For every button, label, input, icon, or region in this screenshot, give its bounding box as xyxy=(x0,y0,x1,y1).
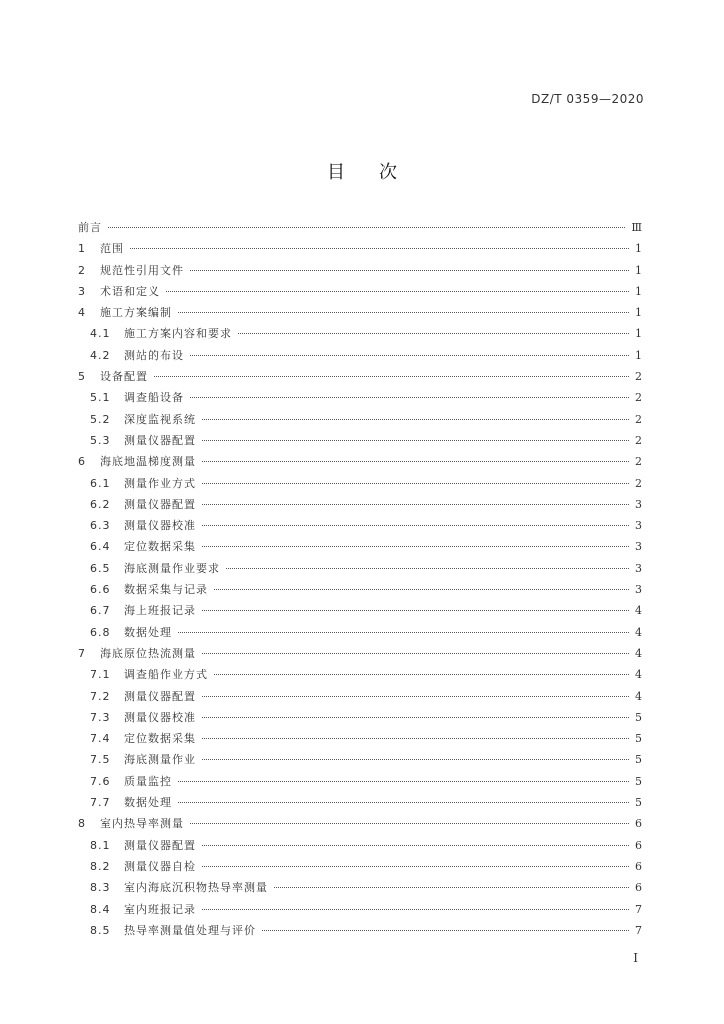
toc-leader-dots xyxy=(178,632,629,633)
toc-entry-label: 质量监控 xyxy=(124,774,172,788)
toc-leader-dots xyxy=(202,845,629,846)
toc-entry-page: 5 xyxy=(635,753,643,767)
toc-entry-number: 4.1 xyxy=(90,327,111,341)
toc-entry-label: 数据采集与记录 xyxy=(124,583,208,597)
toc-entry[interactable] xyxy=(78,751,643,772)
toc-entry-number: 7.4 xyxy=(90,732,111,746)
toc-leader-dots xyxy=(178,781,629,782)
toc-entry-label: 室内热导率测量 xyxy=(100,817,184,831)
toc-entry-number: 1 xyxy=(78,242,86,256)
toc-entry-number: 6.6 xyxy=(90,583,111,597)
toc-entry-number: 7.7 xyxy=(90,796,111,810)
toc-leader-dots xyxy=(178,312,629,313)
toc-entry-label: 调查船设备 xyxy=(124,391,184,405)
toc-title: 目次 xyxy=(327,162,431,183)
toc-entry-label: 室内班报记录 xyxy=(124,902,196,916)
toc-entry-number: 3 xyxy=(78,284,86,298)
toc-entry[interactable] xyxy=(78,858,643,879)
toc-entry-number: 7.2 xyxy=(90,689,111,703)
toc-leader-dots xyxy=(154,376,629,377)
toc-entry-page: 2 xyxy=(635,455,643,469)
toc-entry-page: 5 xyxy=(635,732,643,746)
toc-entry-label: 测量仪器配置 xyxy=(124,689,196,703)
toc-entry-label: 海上班报记录 xyxy=(124,604,196,618)
toc-entry-page: 4 xyxy=(635,646,643,660)
toc-leader-dots xyxy=(274,887,629,888)
toc-entry-page: 3 xyxy=(635,497,643,511)
toc-leader-dots xyxy=(202,696,629,697)
toc-entry-page: 3 xyxy=(635,540,643,554)
toc-entry-label: 数据处理 xyxy=(124,796,172,810)
toc-entry-number: 6.4 xyxy=(90,540,111,554)
toc-entry-label: 测量仪器配置 xyxy=(124,497,196,511)
toc-leader-dots xyxy=(202,909,629,910)
toc-entry-number: 8.3 xyxy=(90,881,111,895)
toc-entry-label: 范围 xyxy=(100,242,124,256)
toc-entry[interactable] xyxy=(78,240,643,261)
toc-leader-dots xyxy=(202,866,629,867)
toc-entry-number: 8.5 xyxy=(90,923,111,937)
toc-leader-dots xyxy=(214,674,629,675)
toc-entry-page: 2 xyxy=(635,370,643,384)
toc-leader-dots xyxy=(202,610,629,611)
toc-entry-page: 4 xyxy=(635,604,643,618)
toc-entry-page: Ⅲ xyxy=(631,221,643,234)
toc-leader-dots xyxy=(238,333,629,334)
toc-entry-label: 设备配置 xyxy=(100,370,148,384)
toc-entry-page: 5 xyxy=(635,774,643,788)
toc-entry-page: 2 xyxy=(635,391,643,405)
toc-entry[interactable] xyxy=(78,283,643,304)
toc-entry[interactable] xyxy=(78,709,643,730)
toc-entry-page: 1 xyxy=(635,348,643,362)
toc-entry-number: 2 xyxy=(78,263,86,277)
toc-entry[interactable] xyxy=(78,560,643,581)
toc-leader-dots xyxy=(202,440,629,441)
toc-entry-label: 海底测量作业要求 xyxy=(124,561,220,575)
toc-entry[interactable] xyxy=(78,389,643,410)
toc-entry-number: 4 xyxy=(78,306,86,320)
toc-entry[interactable] xyxy=(78,624,643,645)
toc-entry-number: 8.4 xyxy=(90,902,111,916)
toc-leader-dots xyxy=(178,802,629,803)
toc-leader-dots xyxy=(202,546,629,547)
toc-entry[interactable] xyxy=(78,773,643,794)
toc-entry-number: 6.3 xyxy=(90,519,111,533)
toc-entry[interactable] xyxy=(78,815,643,836)
toc-entry-label: 测量仪器校准 xyxy=(124,519,196,533)
document-code: DZ/T 0359—2020 xyxy=(531,92,644,106)
toc-entry-label: 数据处理 xyxy=(124,625,172,639)
toc-entry[interactable] xyxy=(78,901,643,922)
toc-entry-number: 6.5 xyxy=(90,561,111,575)
toc-entry[interactable] xyxy=(78,325,643,346)
toc-entry-label: 调查船作业方式 xyxy=(124,668,208,682)
toc-entry-page: 6 xyxy=(635,881,643,895)
toc-entry-page: 2 xyxy=(635,412,643,426)
toc-entry[interactable] xyxy=(78,496,643,517)
toc-entry-page: 4 xyxy=(635,668,643,682)
toc-entry[interactable] xyxy=(78,262,643,283)
toc-entry-page: 4 xyxy=(635,689,643,703)
toc-entry-number: 5.1 xyxy=(90,391,111,405)
toc-entry-page: 6 xyxy=(635,838,643,852)
toc-entry-number: 8.1 xyxy=(90,838,111,852)
toc-entry-label: 海底原位热流测量 xyxy=(100,646,196,660)
toc-entry[interactable] xyxy=(78,453,643,474)
toc-leader-dots xyxy=(130,248,629,249)
toc-leader-dots xyxy=(226,568,629,569)
toc-entry[interactable] xyxy=(78,475,643,496)
toc-leader-dots xyxy=(202,738,629,739)
toc-leader-dots xyxy=(262,930,629,931)
toc-entry-label: 施工方案编制 xyxy=(100,306,172,320)
toc-entry-number: 5.3 xyxy=(90,433,111,447)
toc-entry[interactable] xyxy=(78,922,643,943)
toc-entry-label: 术语和定义 xyxy=(100,284,160,298)
toc-entry[interactable] xyxy=(78,538,643,559)
toc-entry-number: 6.2 xyxy=(90,497,111,511)
toc-entry-label: 前言 xyxy=(78,221,102,234)
toc-entry[interactable] xyxy=(78,688,643,709)
toc-entry[interactable] xyxy=(78,666,643,687)
toc-entry-page: 3 xyxy=(635,519,643,533)
toc-entry-label: 定位数据采集 xyxy=(124,540,196,554)
toc-entry[interactable] xyxy=(78,304,643,325)
toc-entry-page: 5 xyxy=(635,710,643,724)
toc-entry-label: 测量仪器校准 xyxy=(124,710,196,724)
toc-entry-label: 海底地温梯度测量 xyxy=(100,455,196,469)
toc-entry-page: 3 xyxy=(635,583,643,597)
toc-entry-label: 热导率测量值处理与评价 xyxy=(124,923,256,937)
toc-entry-number: 6 xyxy=(78,455,86,469)
toc-entry-page: 5 xyxy=(635,796,643,810)
toc-entry-page: 1 xyxy=(635,263,643,277)
toc-entry-page: 2 xyxy=(635,433,643,447)
toc-entry-page: 1 xyxy=(635,327,643,341)
toc-entry-page: 1 xyxy=(635,306,643,320)
toc-entry-label: 施工方案内容和要求 xyxy=(124,327,232,341)
toc-entry-label: 测量仪器配置 xyxy=(124,838,196,852)
toc-entry-number: 6.1 xyxy=(90,476,111,490)
toc-entry[interactable] xyxy=(78,347,643,368)
toc-leader-dots xyxy=(166,291,629,292)
toc-entry-label: 测量作业方式 xyxy=(124,476,196,490)
toc-entry[interactable] xyxy=(78,794,643,815)
toc-leader-dots xyxy=(202,461,629,462)
toc-entry-page: 1 xyxy=(635,242,643,256)
toc-entry[interactable] xyxy=(78,432,643,453)
toc-leader-dots xyxy=(214,589,629,590)
toc-entry-label: 定位数据采集 xyxy=(124,732,196,746)
toc-entry-label: 室内海底沉积物热导率测量 xyxy=(124,881,268,895)
toc-entry-number: 7.1 xyxy=(90,668,111,682)
toc-entry-page: 3 xyxy=(635,561,643,575)
toc-entry-number: 7.5 xyxy=(90,753,111,767)
toc-leader-dots xyxy=(202,419,629,420)
toc-entry[interactable] xyxy=(78,730,643,751)
toc-entry-label: 规范性引用文件 xyxy=(100,263,184,277)
toc-entry-number: 6.7 xyxy=(90,604,111,618)
toc-entry[interactable] xyxy=(78,879,643,900)
toc-entry-number: 7.6 xyxy=(90,774,111,788)
toc-entry-label: 海底测量作业 xyxy=(124,753,196,767)
toc-entry-number: 8.2 xyxy=(90,859,111,873)
toc-entry-number: 5.2 xyxy=(90,412,111,426)
toc-entry-label: 测量仪器自检 xyxy=(124,859,196,873)
toc-entry-page: 6 xyxy=(635,817,643,831)
toc-entry[interactable] xyxy=(78,219,643,240)
toc-entry-number: 8 xyxy=(78,817,86,831)
toc-leader-dots xyxy=(190,355,629,356)
toc-entry-page: 1 xyxy=(635,284,643,298)
toc-entry-number: 5 xyxy=(78,370,86,384)
toc-leader-dots xyxy=(190,397,629,398)
toc-entry-number: 6.8 xyxy=(90,625,111,639)
toc-leader-dots xyxy=(190,270,629,271)
toc-entry-page: 6 xyxy=(635,859,643,873)
toc-entry-page: 7 xyxy=(635,923,643,937)
toc-entry-label: 深度监视系统 xyxy=(124,412,196,426)
toc-leader-dots xyxy=(202,653,629,654)
toc-entry-number: 7 xyxy=(78,646,86,660)
toc-leader-dots xyxy=(202,759,629,760)
page-number: I xyxy=(633,951,638,965)
toc-entry[interactable] xyxy=(78,645,643,666)
toc-leader-dots xyxy=(108,227,625,228)
toc-entry[interactable] xyxy=(78,411,643,432)
toc-leader-dots xyxy=(202,525,629,526)
toc-leader-dots xyxy=(190,823,629,824)
toc-leader-dots xyxy=(202,483,629,484)
toc-entry-label: 测量仪器配置 xyxy=(124,433,196,447)
toc-entry-label: 测站的布设 xyxy=(124,348,184,362)
toc-entry[interactable] xyxy=(78,368,643,389)
toc-entry-number: 4.2 xyxy=(90,348,111,362)
toc-entry-page: 4 xyxy=(635,625,643,639)
table-of-contents xyxy=(78,219,643,943)
toc-leader-dots xyxy=(202,504,629,505)
toc-entry[interactable] xyxy=(78,581,643,602)
toc-entry-page: 2 xyxy=(635,476,643,490)
toc-entry[interactable] xyxy=(78,517,643,538)
toc-entry-page: 7 xyxy=(635,902,643,916)
toc-entry[interactable] xyxy=(78,837,643,858)
toc-entry-number: 7.3 xyxy=(90,710,111,724)
toc-entry[interactable] xyxy=(78,602,643,623)
toc-leader-dots xyxy=(202,717,629,718)
